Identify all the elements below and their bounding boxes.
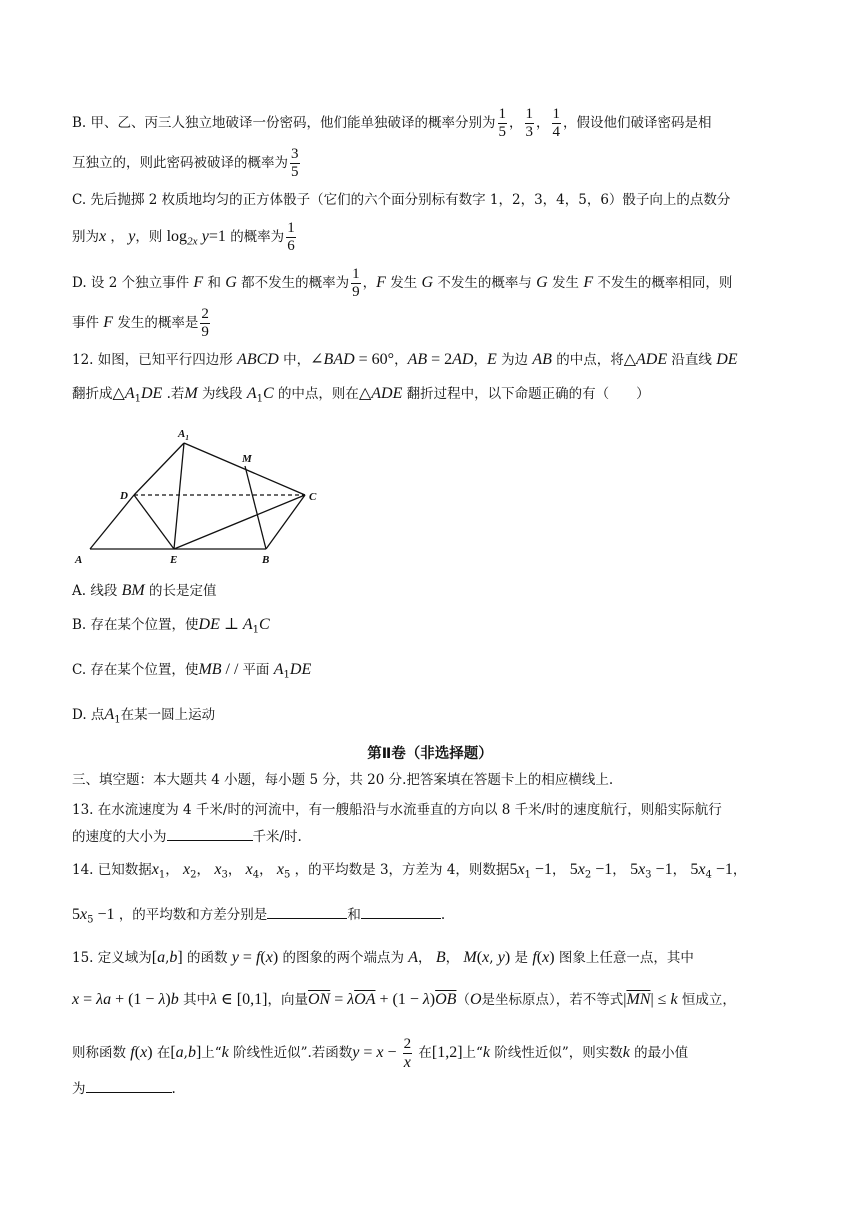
q15-line2: x = λa + (1 − λ)b 其中λ ∈ [0,1]，向量$\overline{ON} = \lambda\overline{OA} + (1 - \lambda)\overline{OB}(O$是坐标原点），若不等式$|\overline{MN}| \le k$ 恒成立， — [72, 991, 736, 1008]
q12-option-d: D. 点$A_1$在某一圆上运动 — [72, 706, 216, 726]
fig-label-m: M — [242, 453, 252, 465]
fraction: $\frac{1}{5}$ — [498, 106, 507, 140]
q14-line1: 14. 已知数据$x_1$， $x_2$， $x_3$， $x_4$， $x_5$ ，的平均数是 3，方差为 4，则数据$5x_1 -1$， $5x_2 -1$， $5x_3 -1$， $5x_4 -1$， — [72, 861, 747, 881]
fraction: $\frac{2}{x}$ — [403, 1036, 412, 1071]
answer-blank[interactable] — [167, 826, 253, 841]
fraction: $\frac{1}{6}$ — [287, 220, 295, 254]
q15-line4: 为 . — [72, 1078, 176, 1099]
answer-blank[interactable] — [86, 1078, 172, 1093]
option-b-line2: 互独立的，则此密码被破译的概率为 $\frac{3}{5}$ — [72, 146, 299, 180]
fig-label-d: D — [120, 490, 128, 502]
answer-blank[interactable] — [267, 904, 347, 919]
q12-option-c: C. 存在某个位置，使MB / / 平面 $A_1DE$ — [72, 661, 312, 681]
option-c-line2: 别为x ， y，则 $\log_{2x} y=1$ 的概率为 $\frac{1}{6}$ — [72, 220, 295, 254]
fraction: $\frac{1}{4}$ — [552, 106, 561, 140]
option-d-line2: 事件 F 发生的概率是 $\frac{2}{9}$ — [72, 306, 209, 340]
option-d-line1: D. 设 2 个独立事件 F 和 G 都不发生的概率为 $\frac{1}{9}$ ，F 发生 G 不发生的概率与 G 发生 F 不发生的概率相同，则 — [72, 266, 733, 300]
part-three-heading: 三、填空题：本大题共 4 小题，每小题 5 分，共 20 分.把答案填在答题卡上的相应横线上. — [72, 772, 614, 788]
option-b-text: B. 甲、乙、丙三人独立地破译一份密码，他们能单独破译的概率分别为 — [72, 115, 496, 131]
q13-line1: 13. 在水流速度为 4 千米/时的河流中，有一艘船沿与水流垂直的方向以 8 千米/时的速度航行，则船实际航行 — [72, 802, 722, 818]
option-c-line1: C. 先后抛掷 2 枚质地均匀的正方体骰子（它们的六个面分别标有数字 1，2，3，4，5，6）骰子向上的点数分 — [72, 192, 731, 208]
fig-label-a: A — [75, 554, 83, 566]
parallelogram-figure — [70, 420, 330, 570]
fig-label-c: C — [309, 491, 317, 503]
q12-option-b: B. 存在某个位置，使DE ⊥ $A_1C$ — [72, 616, 270, 636]
q15-line1: 15. 定义域为[a,b] 的函数 y = f(x) 的图象的两个端点为 A， B， M(x, y) 是 f(x) 图象上任意一点，其中 — [72, 949, 694, 966]
fraction: $\frac{1}{3}$ — [525, 106, 534, 140]
q14-line2: $5x_5 -1$ ，的平均数和方差分别是 和 . — [72, 906, 446, 926]
fraction: $\frac{2}{9}$ — [201, 306, 209, 340]
fig-label-a1: $A_1$ — [178, 428, 189, 442]
q12-option-a: A. 线段 BM 的长是定值 — [72, 582, 217, 599]
q12-line2: 翻折成$\triangle A_1DE$ .若M 为线段 $A_1C$ 的中点，则在△ADE 翻折过程中，以下命题正确的有（ ） — [72, 385, 650, 405]
q13-line2: 的速度的大小为 千米/时. — [72, 826, 302, 847]
q12-line1: 12. 如图，已知平行四边形 ABCD 中，∠BAD = 60°，AB = 2AD，E 为边 AB 的中点，将△ADE 沿直线 DE — [72, 351, 738, 368]
fraction: $\frac{3}{5}$ — [291, 146, 299, 180]
fraction: $\frac{1}{9}$ — [352, 266, 360, 300]
section-title: 第Ⅱ卷（非选择题） — [367, 746, 493, 762]
answer-blank[interactable] — [361, 904, 441, 919]
q15-line3: 则称函数 f(x) 在[a,b]上“k 阶线性近似”.若函数y = x − $\frac{2}{x}$ 在[1,2]上“k 阶线性近似”，则实数k 的最小值 — [72, 1036, 689, 1071]
option-b-line1: B. 甲、乙、丙三人独立地破译一份密码，他们能单独破译的概率分别为 $\frac{1}{5}$ ， $\frac{1}{3}$ ， $\frac{1}{4}$ ，假设他们破译密码是相 — [72, 106, 712, 140]
fig-label-b: B — [262, 554, 270, 566]
fig-label-e: E — [170, 554, 178, 566]
